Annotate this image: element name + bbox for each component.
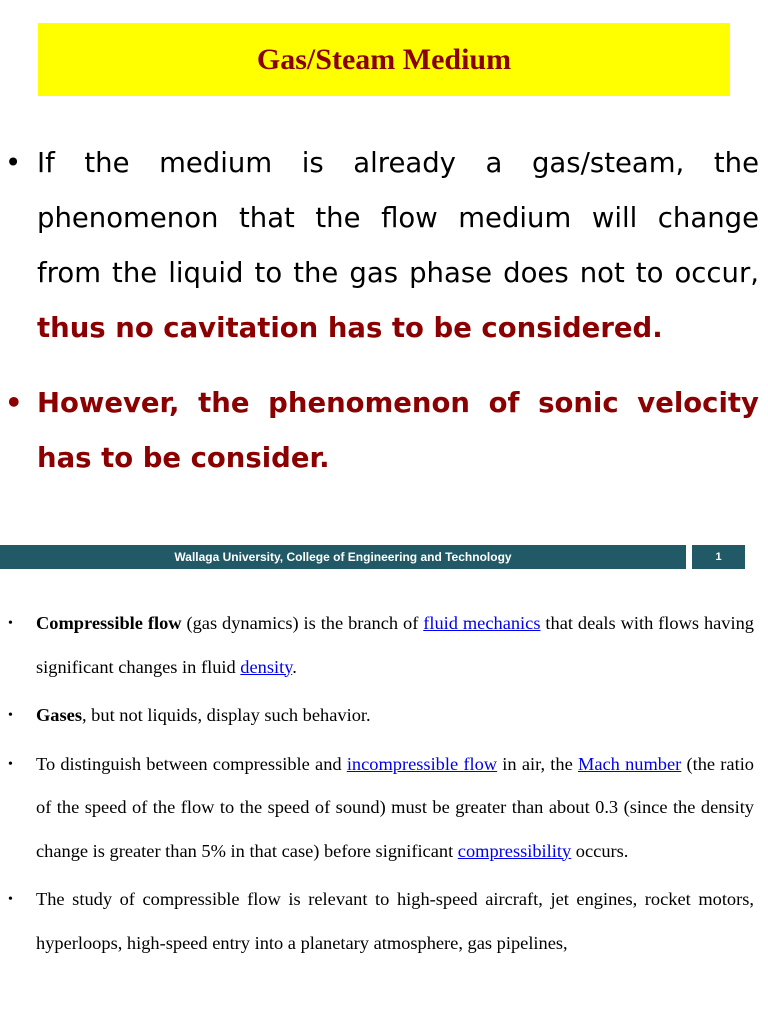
- slide-bullet-text: If the medium is already a gas/steam, the phenomenon that the flow medium will change from the liquid to the gas phase does not to occur,: [37, 147, 759, 289]
- list-item: [0, 878, 768, 965]
- slide-bullet-emphasis: However, the phenomenon of sonic velocity has to be consider.: [37, 387, 759, 474]
- slide-bullet-emphasis: thus no cavitation has to be considered.: [37, 312, 663, 344]
- bullet-icon: •: [8, 708, 13, 723]
- slide-page-number: [692, 545, 745, 569]
- text: , but not liquids, display such behavior.: [81, 705, 371, 725]
- term: Compressible flow: [36, 613, 182, 633]
- bullet-icon: •: [8, 616, 13, 631]
- slide-title: Gas/Steam Medium: [256, 42, 512, 76]
- link-density[interactable]: density: [240, 656, 293, 677]
- text: in air, the: [497, 753, 578, 774]
- document-bullet-list: [0, 602, 768, 970]
- slide-bullet-item: [0, 376, 768, 486]
- slide-footer: [0, 545, 686, 569]
- slide-title-banner: [38, 23, 730, 96]
- page-number: 1: [715, 551, 722, 563]
- text: occurs.: [571, 840, 629, 861]
- slide-bullet-item: [0, 136, 768, 356]
- bullet-icon: •: [8, 892, 13, 907]
- bullet-icon: •: [5, 387, 23, 419]
- bullet-icon: •: [5, 147, 22, 179]
- text: To distinguish between compressible and: [36, 753, 347, 774]
- text: (gas dynamics) is the branch of: [181, 613, 424, 633]
- link-fluid-mechanics[interactable]: fluid mechanics: [423, 613, 541, 633]
- text: (the ratio of the speed of the flow to the speed of sound) must be greater than about 0.3 (since the density change is greater than 5% in that case) before significant: [36, 753, 755, 861]
- slide-bullet-list: [0, 136, 768, 506]
- list-item: [0, 602, 768, 689]
- text: .: [292, 656, 297, 677]
- text: The study of compressible flow is relevant to high-speed aircraft, jet engines, rocket motors, hyperloops, high-speed entry into a planetary atmosphere, gas pipelines,: [36, 889, 754, 953]
- link-incompressible-flow[interactable]: incompressible flow: [346, 753, 498, 774]
- link-compressibility[interactable]: compressibility: [457, 840, 572, 861]
- footer-text: Wallaga University, College of Engineering and Technology: [174, 550, 512, 564]
- list-item: [0, 743, 768, 874]
- bullet-icon: •: [8, 756, 13, 772]
- term: Gases: [36, 705, 82, 725]
- text: that deals with flows having significant changes in fluid: [36, 613, 755, 677]
- list-item: [0, 694, 768, 738]
- link-mach-number[interactable]: Mach number: [578, 753, 682, 774]
